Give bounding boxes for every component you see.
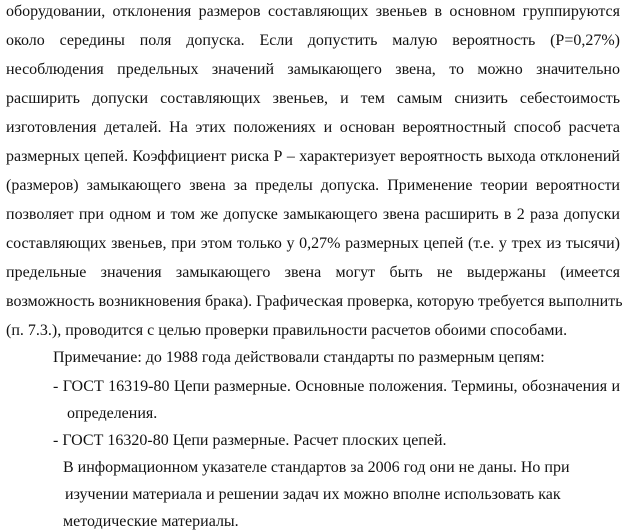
- main-paragraph-line-8: позволяет при одном и том же допуске замыкающего звена расширить в 2 раза допуски: [6, 206, 620, 223]
- main-paragraph-line-9: составляющих звеньев, при этом только у 0,27% размерных цепей (т.е. у трех из тысячи): [6, 235, 620, 252]
- main-paragraph-line-12: (п. 7.3.), проводится с целью проверки правильности расчетов обоими способами.: [6, 322, 568, 339]
- note-heading: Примечание: до 1988 года действовали стандарты по размерным цепям:: [53, 349, 545, 366]
- standard-item-2: - ГОСТ 16320-80 Цепи размерные. Расчет плоских цепей.: [53, 432, 447, 449]
- main-paragraph-line-6: размерных цепей. Коэффициент риска Р – характеризует вероятность выхода отклонений: [6, 148, 620, 165]
- standard-item-1-line-1: - ГОСТ 16319-80 Цепи размерные. Основные положения. Термины, обозначения и: [53, 378, 620, 395]
- main-paragraph-line-7: (размеров) замыкающего звена за пределы допуска. Применение теории вероятности: [6, 177, 620, 194]
- closing-paragraph-line-3: методические материалы.: [63, 513, 239, 530]
- standard-item-1-line-2: определения.: [67, 405, 158, 422]
- closing-paragraph-line-2: изучении материала и решении задач их можно вполне использовать как: [65, 486, 561, 503]
- main-paragraph-line-10: предельные значения замыкающего звена могут быть не выдержаны (имеется: [6, 264, 620, 281]
- main-paragraph-line-2: около середины поля допуска. Если допустить малую вероятность (Р=0,27%): [6, 32, 620, 49]
- main-paragraph-line-5: изготовления деталей. На этих положениях и основан вероятностный способ расчета: [6, 119, 620, 136]
- main-paragraph-line-1: оборудовании, отклонения размеров составляющих звеньев в основном группируются: [6, 3, 620, 20]
- main-paragraph-line-3: несоблюдения предельных значений замыкающего звена, то можно значительно: [6, 61, 620, 78]
- main-paragraph-line-4: расширить допуски составляющих звеньев, и тем самым снизить себестоимость: [6, 90, 620, 107]
- closing-paragraph-line-1: В информационном указателе стандартов за 2006 год они не даны. Но при: [63, 459, 570, 476]
- main-paragraph-line-11: возможность возникновения брака). Графическая проверка, которую требуется выполнить: [6, 293, 623, 310]
